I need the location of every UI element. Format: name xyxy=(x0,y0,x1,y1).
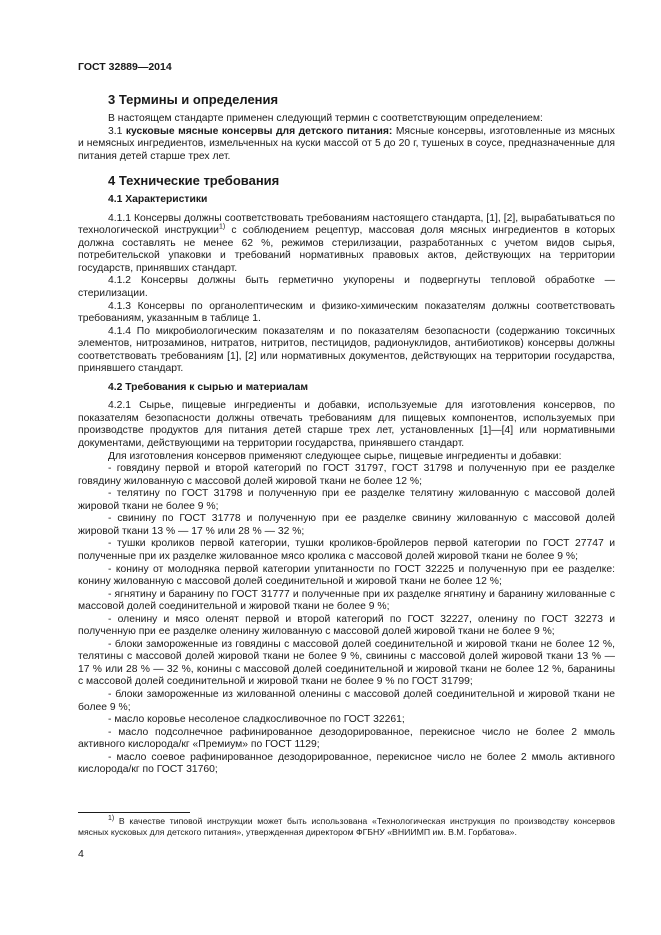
list-item: - говядину первой и второй категорий по ГОСТ 31797, ГОСТ 31798 и полученную при ее разделке говядину жилованную с массовой долей жировой ткани не более 12 %; xyxy=(78,463,615,487)
term-definition-text: Мясные консервы, изготовленные из мясных и немясных ингредиентов, измельченных на куски массой от 5 до 20 г, тушеных в соусе, предназначенные для питания детей старше трех лет. xyxy=(78,125,615,162)
list-item: - конину от молодняка первой категории упитанности по ГОСТ 32225 и полученную при ее разделке: конину жилованную с массовой долей соединительной и жировой ткани не более 12 %; xyxy=(78,563,615,588)
list-item: - масло подсолнечное рафинированное дезодорированное, перекисное число не более 2 ммоль активного кислорода/кг «Премиум» по ГОСТ 1129; xyxy=(78,726,615,751)
term-number: 3.1 xyxy=(108,125,126,137)
section-4-title: 4 Технические требования xyxy=(108,173,280,189)
list-item: - масло коровье несоленое сладкосливочное по ГОСТ 32261; xyxy=(108,714,405,726)
section-3-intro: В настоящем стандарте применен следующий термин с соответствующим определением: xyxy=(108,113,543,124)
list-item: - свинину по ГОСТ 31778 и полученную при ее разделке свинину жилованную с массовой долей жировой ткани 13 % — 17 % или 28 % — 32 %; xyxy=(78,513,615,537)
page-number: 4 xyxy=(78,848,84,860)
term-name: кусковые мясные консервы для детского питания: xyxy=(125,125,393,137)
list-item: - блоки замороженные из жилованной оленины с массовой долей соединительной и жировой ткани не более 9 %; xyxy=(78,688,615,713)
subsection-4-1-title: 4.1 Характеристики xyxy=(108,194,208,206)
list-item: - телятину по ГОСТ 31798 и полученную при ее разделке телятину жилованную с массовой долей жировой ткани не более 9 %; xyxy=(78,488,615,512)
footnote-divider xyxy=(78,812,190,813)
footnote-text: В качестве типовой инструкции может быть использована «Технологическая инструкция по производству консервов мясных кусковых для детского питания», утвержденная директором ФГБНУ «ВНИИМП им. В.М. Горбатова». xyxy=(78,816,615,837)
raw-materials-intro: Для изготовления консервов применяют следующее сырье, пищевые ингредиенты и добавки: xyxy=(108,450,562,462)
clause-4-1-2: 4.1.2 Консервы должны быть герметично укупорены и подвергнуты тепловой обработке — стерилизации. xyxy=(78,275,615,300)
footnote-mark: 1) xyxy=(108,815,115,823)
clause-4-1-1-part-a: 4.1.1 Консервы должны соответствовать требованиям настоящего стандарта, [1], [2], вырабатываться по технологической инструкции xyxy=(78,212,615,237)
list-item: - тушки кроликов первой категории, тушки кроликов-бройлеров первой категории по ГОСТ 27747 и полученные при их разделке жилованное мясо кролика с массовой долей жировой ткани не более 9 %; xyxy=(78,538,615,562)
footnote-reference: 1) xyxy=(218,223,226,231)
document-header: ГОСТ 32889—2014 xyxy=(78,61,172,73)
section-3-title: 3 Термины и определения xyxy=(108,92,279,107)
term-definition xyxy=(78,126,615,164)
page-content xyxy=(78,92,615,777)
list-item: - ягнятину и баранину по ГОСТ 31777 и полученные при их разделке ягнятину и баранину жилованные с массовой долей соединительной и жировой ткани не более 9 %; xyxy=(78,588,615,613)
clause-4-1-1-part-b: с соблюдением рецептур, массовая доля мясных ингредиентов в которых должна составлять не менее 62 %, режимов стерилизации, разработанных с учетом видов сырья, потребительской упаковки и требований нормативных правовых актов, действующих на территории государств, принявших стандарт. xyxy=(78,225,615,274)
list-item: - масло соевое рафинированное дезодорированное, перекисное число не более 2 ммоль активного кислорода/кг по ГОСТ 31760; xyxy=(78,751,615,776)
footnote xyxy=(78,816,615,838)
clause-4-1-1 xyxy=(78,213,615,276)
clause-4-1-3: 4.1.3 Консервы по органолептическим и физико-химическим показателям должны соответствовать требованиям, указанным в таблице 1. xyxy=(78,300,615,325)
list-item: - оленину и мясо оленят первой и второй категорий по ГОСТ 32227, оленину по ГОСТ 32273 и полученную при ее разделке оленину жилованную с массовой долей жировой ткани не более 9 %; xyxy=(78,613,615,638)
list-item: - блоки замороженные из говядины с массовой долей соединительной и жировой ткани не более 12 %, телятины с массовой долей жировой ткани не более 9 %, свинины с массовой долей жировой ткани 13 % — 17 % или 28 % — 32 %, конины с массовой долей соединительной и жировой ткани не более 12 %, баранины с массовой долей соединительной и жировой ткани не более 9 % по ГОСТ 31799; xyxy=(78,638,615,688)
subsection-4-2-title: 4.2 Требования к сырью и материалам xyxy=(108,381,309,393)
clause-4-2-1: 4.2.1 Сырье, пищевые ингредиенты и добавки, используемые для изготовления консервов, по показателям безопасности должны отвечать требованиям для пищевых компонентов, используемых при производстве продуктов для питания детей старше трех лет, установленных [1]—[4] или нормативными документами, действующими на территории государства, принявшего стандарт. xyxy=(78,400,615,450)
clause-4-1-4: 4.1.4 По микробиологическим показателям и по показателям безопасности (содержанию токсичных элементов, нитрозаминов, нитратов, нитритов, пестицидов, радионуклидов, антибиотиков) консервы должны соответствовать требованиям [1], [2] или нормативных документов, действующих на территории государства, принявшего стандарт. xyxy=(78,325,615,375)
